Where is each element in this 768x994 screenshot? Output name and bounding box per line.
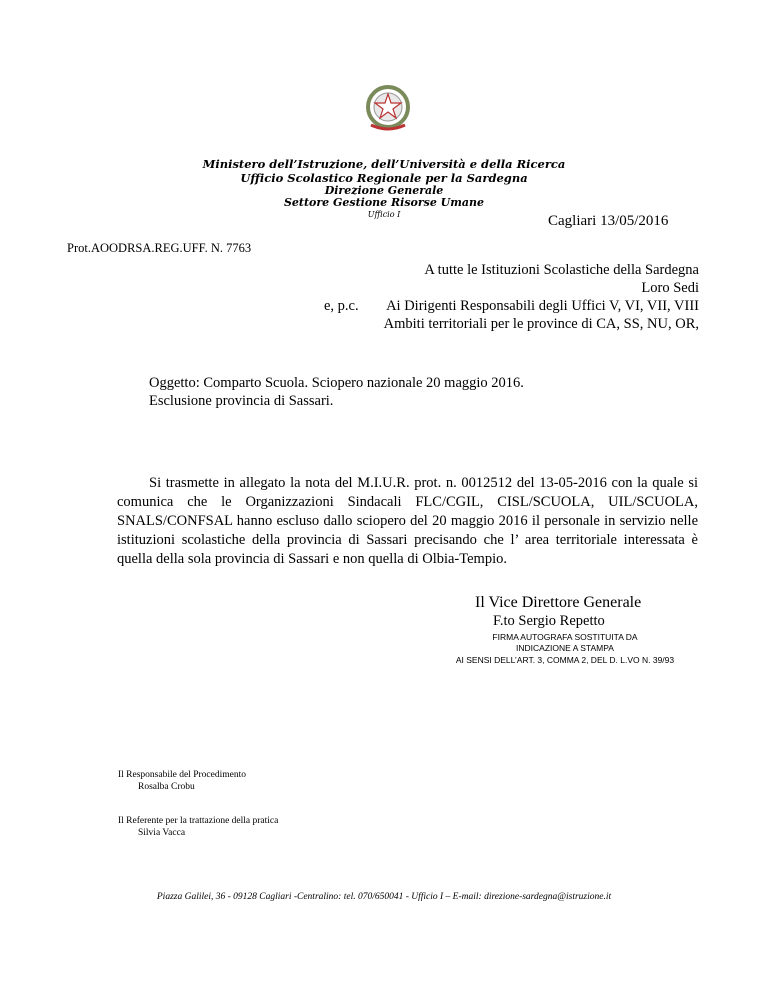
direction: Direzione Generale [324, 184, 444, 197]
subject-line-2: Esclusione provincia di Sassari. [149, 393, 334, 409]
cc-label: e, p.c. [324, 298, 359, 314]
signature-note-1: FIRMA AUTOGRAFA SOSTITUITA DA [492, 632, 638, 642]
recipient-line-4: Ambiti territoriali per le province di CA, SS, NU, OR, [383, 316, 699, 332]
document-date: Cagliari 13/05/2016 [548, 213, 669, 229]
ministry-name: Ministero dell’Istruzione, dell’Università e della Ricerca [202, 157, 566, 171]
subject-line-1: Oggetto: Comparto Scuola. Sciopero nazionale 20 maggio 2016. [149, 375, 524, 391]
referente-label: Il Referente per la trattazione della pratica [118, 816, 279, 826]
signature-title: Il Vice Direttore Generale [475, 594, 642, 611]
unit: Ufficio I [367, 210, 401, 219]
sector: Settore Gestione Risorse Umane [283, 196, 485, 209]
footer-address: Piazza Galilei, 36 - 09128 Cagliari -Centralino: tel. 070/650041 - Ufficio I – E-mail: direzione-sardegna@istruzione.it [156, 892, 612, 902]
recipient-line-3: Ai Dirigenti Responsabili degli Uffici V, VI, VII, VIII [386, 298, 699, 314]
recipient-line-1: A tutte le Istituzioni Scolastiche della Sardegna [424, 262, 699, 278]
signature-note-2: INDICAZIONE A STAMPA [516, 643, 614, 653]
referente-name: Silvia Vacca [138, 828, 186, 838]
italian-republic-emblem-icon [361, 83, 415, 135]
body-paragraph: Si trasmette in allegato la nota del M.I.U.R. prot. n. 0012512 del 13-05-2016 con la quale si comunica che le Organizzazioni Sindacali FLC/CGIL, CISL/SCUOLA, UIL/SCUOLA, SNALS/CONFSAL hanno escluso dallo sciopero del 20 maggio 2016 il personale in servizio nelle istituzioni scolastiche della provincia di Sassari precisando che l’ area territoriale interessata è quella della sola provincia di Sassari e non quella di Olbia-Tempio. [117, 475, 698, 567]
regional-office: Ufficio Scolastico Regionale per la Sardegna [240, 171, 528, 185]
signature-note-3: AI SENSI DELL’ART. 3, COMMA 2, DEL D. L.VO N. 39/93 [455, 655, 675, 665]
signature-name: F.to Sergio Repetto [493, 613, 605, 629]
responsabile-label: Il Responsabile del Procedimento [118, 770, 246, 780]
protocol-number: Prot.AOODRSA.REG.UFF. N. 7763 [67, 241, 252, 255]
recipient-line-2: Loro Sedi [641, 280, 699, 296]
responsabile-name: Rosalba Crobu [138, 782, 195, 792]
body-text [117, 474, 698, 569]
